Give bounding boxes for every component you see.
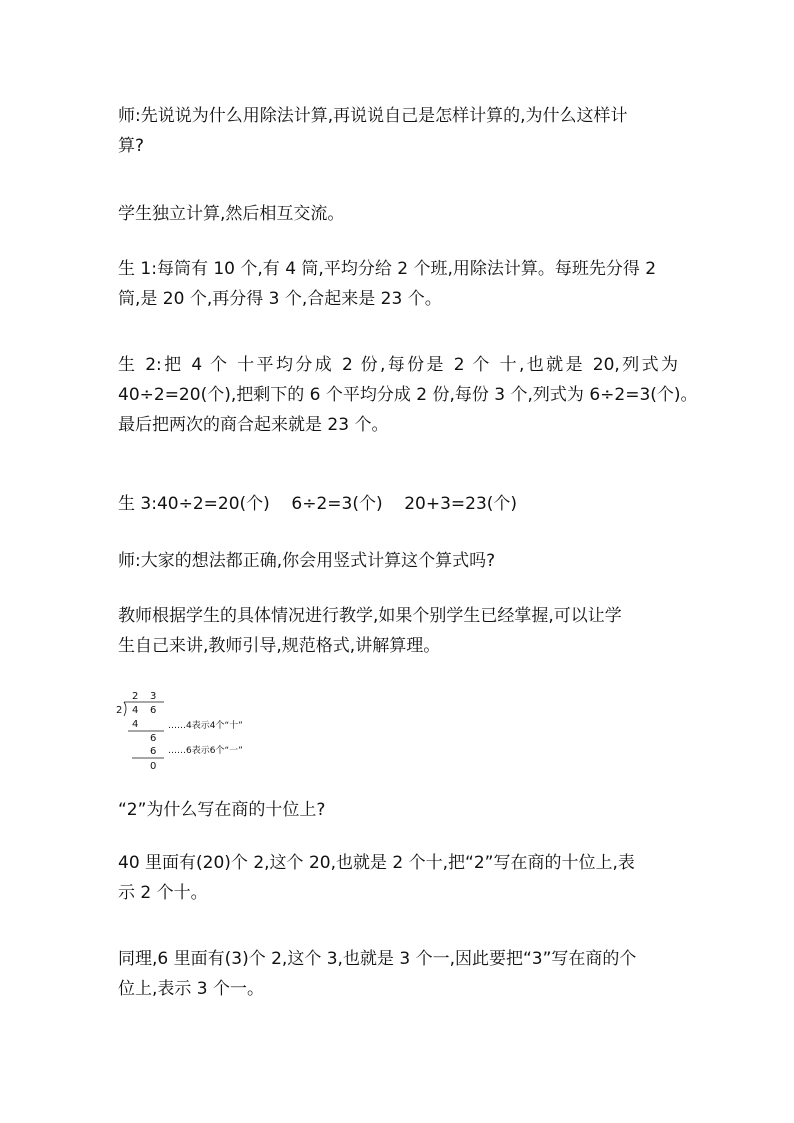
paragraph-1 xyxy=(118,101,678,161)
text-line: 教师根据学生的具体情况进行教学,如果个别学生已经掌握,可以让学 xyxy=(118,606,622,626)
dividend-tens: 4 xyxy=(132,705,139,716)
text-line: 师:先说说为什么用除法计算,再说说自己是怎样计算的,为什么这样计 xyxy=(118,106,628,126)
text-line: 筒,是 20 个,再分得 3 个,合起来是 23 个。 xyxy=(118,289,442,309)
long-division-figure xyxy=(112,688,312,772)
text-line: 示 2 个十。 xyxy=(118,883,208,903)
step1-product: 4 xyxy=(132,719,139,730)
text-line: 同理,6 里面有(3)个 2,这个 3,也就是 3 个一,因此要把“3”写在商的个 xyxy=(118,949,637,969)
note-ones: ……6表示6个“一” xyxy=(168,746,243,756)
text-line: 生 1:每筒有 10 个,有 4 筒,平均分给 2 个班,用除法计算。每班先分得 2 xyxy=(118,259,657,279)
text-line: 生 2:把 4 个 十平均分成 2 份,每份是 2 个 十,也就是 20,列式为 xyxy=(118,355,678,375)
final-remainder: 0 xyxy=(150,761,157,772)
paragraph-3 xyxy=(118,254,678,314)
text-line: 算? xyxy=(118,136,145,156)
step2-product: 6 xyxy=(150,746,157,757)
text-line: 40 里面有(20)个 2,这个 20,也就是 2 个十,把“2”写在商的十位上,表 xyxy=(118,853,635,873)
paragraph-6 xyxy=(118,546,678,576)
division-bracket xyxy=(124,702,126,716)
paragraph-9 xyxy=(118,848,678,908)
paragraph-10 xyxy=(118,944,678,1004)
dividend-ones: 6 xyxy=(150,705,157,716)
quotient-tens: 2 xyxy=(132,691,139,702)
text-line: 师:大家的想法都正确,你会用竖式计算这个算式吗? xyxy=(118,551,496,571)
paragraph-5 xyxy=(118,489,678,519)
text-line: 40÷2=20(个),把剩下的 6 个平均分成 2 份,每份 3 个,列式为 6÷2=3(个)。 xyxy=(118,385,698,405)
text-line: 最后把两次的商合起来就是 23 个。 xyxy=(118,415,389,435)
quotient-ones: 3 xyxy=(150,691,157,702)
text-line: 生 3:40÷2=20(个) 6÷2=3(个) 20+3=23(个) xyxy=(118,494,518,514)
paragraph-2 xyxy=(118,199,678,229)
paragraph-7 xyxy=(118,601,678,661)
paragraph-4 xyxy=(118,350,698,440)
step2-remainder: 6 xyxy=(150,733,157,744)
text-line: 学生独立计算,然后相互交流。 xyxy=(118,204,345,224)
text-line: “2”为什么写在商的十位上? xyxy=(118,800,326,820)
divisor: 2 xyxy=(116,705,123,716)
text-line: 生自己来讲,教师引导,规范格式,讲解算理。 xyxy=(118,636,441,656)
text-line: 位上,表示 3 个一。 xyxy=(118,979,265,999)
paragraph-8 xyxy=(118,795,678,825)
note-tens: ……4表示4个“十” xyxy=(168,721,243,731)
